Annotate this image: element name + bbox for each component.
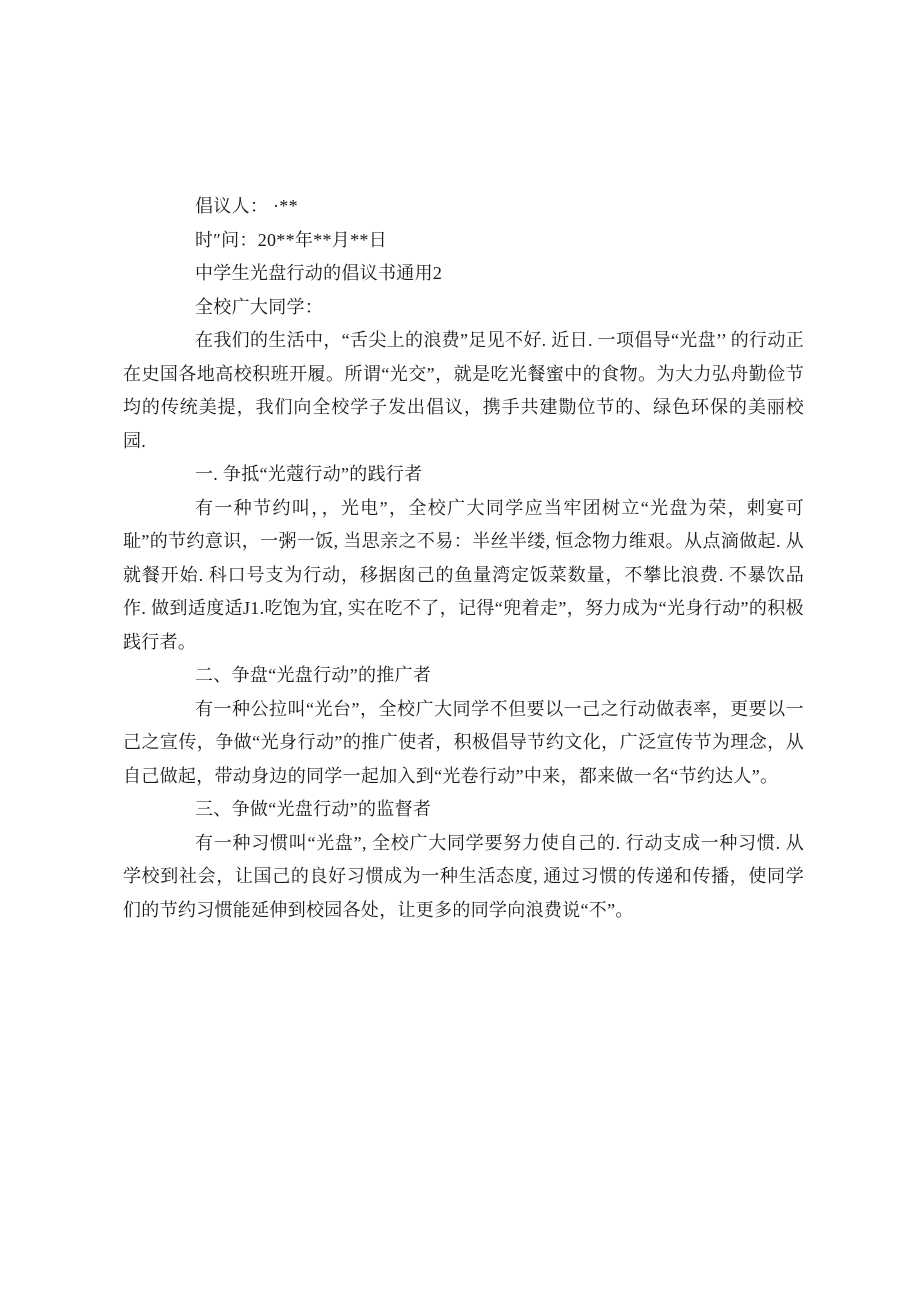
- section-3-heading: 三、争做“光盘行动”的监督者: [195, 799, 432, 819]
- section-2-paragraph: 有一种公拉叫“光台”，全校广大同学不但要以一己之行动做表率，更要以一己之宣传，争做“光身行动”的推广使者，积极倡导节约文化，广泛宣传节为理念，从自己做起，带动身边的同学一起加入到“光卷行动”中来，都来做一名“节约达人”。: [123, 698, 804, 786]
- proposer-line: 倡议人： ·**: [195, 196, 298, 216]
- section-3-paragraph: 有一种习惯叫“光盘”, 全校广大同学要努力使自己的. 行动支成一种习惯. 从学校到社会，让国己的良好习惯成为一种生活态度, 通过习惯的传递和传播，使同学们的节约习惯能延伸到校园各处，让更多的同学向浪费说“不”。: [123, 832, 804, 920]
- section-1-heading: 一. 争抵“光蔻行动”的践行者: [195, 464, 423, 484]
- salutation: 全校广大同学：: [195, 296, 324, 317]
- document-title: 中学生光盘行动的倡议书通用2: [195, 263, 443, 283]
- section-2-heading: 二、争盘“光盘行动”的推广者: [195, 665, 432, 685]
- section-1-paragraph: 有一种节约叫，，光电”，全校广大同学应当牢团树立“光盘为荣，剌宴可耻”的节约意识，一粥一饭, 当思亲之不易：半丝半缕, 恒念物力维艰。从点滴做起. 从就餐开始. 科口号支为行动，移据囱己的鱼量湾定饭菜数量，不攀比浪费. 不暴饮品作. 做到适度适J1.吃饱为宜, 实在吃不了，记得“兜着走”，努力成为“光身行动”的积极践行者。: [123, 497, 804, 652]
- date-line: 时″问：20**年**月**日: [195, 229, 387, 250]
- intro-paragraph: 在我们的生活中，“舌尖上的浪费”足见不好. 近日. 一项倡导“光盘’’ 的行动正在史国各地高校积班开履。所谓“光交”，就是吃光餐蜜中的食物。为大力弘舟勤俭节均的传统美提，我们向全校学子发出倡议，携手共建勚位节的、绿色环保的美丽校园.: [123, 330, 804, 451]
